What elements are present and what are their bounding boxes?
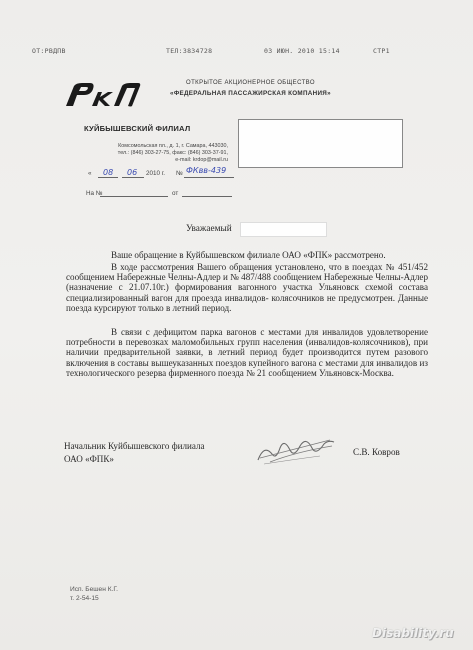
executor-info (70, 586, 118, 603)
paragraph-1: Ваше обращение в Куйбышевском филиале ОАО «ФПК» рассмотрено. (111, 250, 386, 260)
site-watermark: Disability.ru (372, 626, 454, 640)
ref-day: 08 (103, 168, 114, 177)
signatory-name: С.В. Ковров (353, 447, 400, 457)
ref-from-label: от (172, 190, 179, 197)
fax-date: 03 ИЮН. 2010 15:14 (264, 47, 340, 55)
ref-day-line (98, 177, 118, 178)
salutation: Уважаемый (186, 224, 232, 234)
paragraph-2: В ходе рассмотрения Вашего обращения установлено, что в поездах № 451/452 сообщением Набережные Челны-Адлер и № 487/488 сообщением Набережные Челны-Адлер (назначение с 21.07.10г.) формирования вагонного участка Ульяновск схемой состава специализированный вагон для проезда инвалидов- колясочников не предусмотрен. Данные поезда курсируют только в летний период. (66, 262, 428, 313)
fax-from: ОТ:РВДПВ (32, 47, 66, 55)
ref-number: ФКвв-439 (186, 166, 227, 175)
paragraph-3: В связи с дефицитом парка вагонов с местами для инвалидов удовлетворение потребности в перевозках маломобильных групп населения (инвалидов-колясочников), при наличии предварительной заявки, в летний период будет производится путем разового включения в составы вышеуказанных поездов купейного вагона с местами для инвалидов из технологического резерва фирменного поезда № 21 сообщением Ульяновск-Москва. (66, 327, 428, 378)
executor-phone: т. 2-54-15 (70, 594, 99, 602)
ref-month: 06 (127, 168, 138, 177)
executor-name: Исп. Бешен К.Г. (70, 586, 118, 593)
ref-date-prefix: « (88, 170, 92, 177)
ref-from-line (182, 196, 232, 197)
signatory-title-line2: ОАО «ФПК» (64, 454, 114, 464)
branch-address: Комсомольская пл., д. 1, г. Самара, 443030, (118, 143, 228, 149)
signatory-title (64, 440, 205, 466)
ref-month-line (122, 177, 144, 178)
handwritten-signature (250, 430, 340, 470)
ref-number-line (184, 177, 234, 178)
redacted-recipient-name (240, 222, 327, 237)
branch-name: КУЙБЫШЕВСКИЙ ФИЛИАЛ (84, 124, 191, 133)
ref-number-prefix: № (176, 170, 183, 177)
fax-tel: ТЕЛ:3834728 (166, 47, 213, 55)
branch-email: e-mail: krdop@mail.ru (175, 157, 228, 163)
redacted-recipient-block (238, 119, 403, 168)
rzd-logo (64, 80, 142, 108)
fax-page: СТР1 (373, 47, 390, 55)
organization-name: «ФЕДЕРАЛЬНАЯ ПАССАЖИРСКАЯ КОМПАНИЯ» (170, 90, 331, 97)
ref-to-label: На № (86, 190, 103, 197)
branch-phones: тел.: (846) 303-27-75, факс: (846) 303-37-91, (117, 150, 228, 156)
ref-to-line (100, 196, 168, 197)
ref-year: 2010 г. (146, 170, 166, 177)
organization-type: ОТКРЫТОЕ АКЦИОНЕРНОЕ ОБЩЕСТВО (186, 80, 315, 86)
signatory-title-line1: Начальник Куйбышевского филиала (64, 441, 205, 451)
